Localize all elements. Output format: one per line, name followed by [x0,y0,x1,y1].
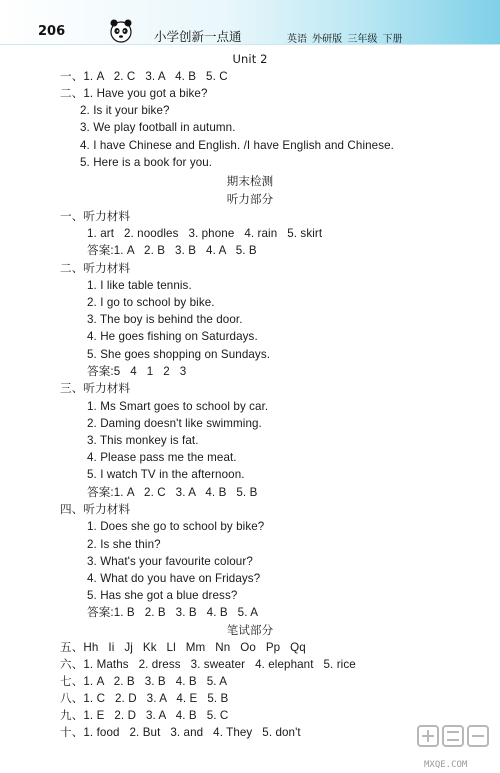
answer-line: 2. Is it your bike? [80,104,170,117]
answer-line: 三、听力材料 [60,382,131,395]
answer-line: 5. Here is a book for you. [80,156,213,169]
answer-line: 3. We play football in autumn. [80,121,236,134]
answer-line: 5. She goes shopping on Sundays. [87,348,271,361]
answer-line: 1. I like table tennis. [87,279,192,292]
answer-line: 九、1. E 2. D 3. A 4. B 5. C [60,709,229,722]
answer-line: 1. art 2. noodles 3. phone 4. rain 5. skirt [87,227,323,240]
book-title: 小学创新一点通 [154,29,242,44]
watermark-text: MXQE.COM [424,760,468,770]
answer-line: 2. Is she thin? [87,538,161,551]
section-heading: 期末检测 [226,174,274,188]
answer-line: 答案:1. A 2. C 3. A 4. B 5. B [87,486,258,499]
panda-mascot-icon [108,18,134,44]
answer-line: 4. What do you have on Fridays? [87,572,261,585]
answer-line: 1. Does she go to school by bike? [87,520,265,533]
answer-line: 2. I go to school by bike. [87,296,215,309]
section-heading: 笔试部分 [226,623,274,637]
answer-line: 4. He goes fishing on Saturdays. [87,330,258,343]
answer-line: 四、听力材料 [60,503,131,516]
answer-line: 2. Daming doesn't like swimming. [87,417,262,430]
answer-line: 答案:5 4 1 2 3 [87,365,187,378]
answer-line: 一、1. A 2. C 3. A 4. B 5. C [60,70,228,83]
answer-line: 3. The boy is behind the door. [87,313,243,326]
answer-line: 五、Hh Ii Jj Kk Ll Mm Nn Oo Pp Qq [60,641,306,654]
page-number: 206 [38,24,66,39]
answer-line: 答案:1. A 2. B 3. B 4. A 5. B [87,244,257,257]
section-heading: 听力部分 [226,192,274,206]
answer-line: 5. I watch TV in the afternoon. [87,468,245,481]
section-heading: Unit 2 [232,52,268,66]
page-header [0,0,500,45]
answer-line: 3. This monkey is fat. [87,434,199,447]
answer-line: 二、1. Have you got a bike? [60,87,208,100]
answer-line: 4. I have Chinese and English. /I have English and Chinese. [80,139,394,152]
answer-line: 二、听力材料 [60,262,131,275]
answer-line: 1. Ms Smart goes to school by car. [87,400,269,413]
answer-line: 3. What's your favourite colour? [87,555,253,568]
answer-line: 六、1. Maths 2. dress 3. sweater 4. elephant 5. rice [60,658,356,671]
answer-line: 4. Please pass me the meat. [87,451,237,464]
book-meta: 英语 外研版 三年级 下册 [287,34,403,45]
answer-line: 一、听力材料 [60,210,131,223]
answer-line: 八、1. C 2. D 3. A 4. E 5. B [60,692,229,705]
answer-line: 十、1. food 2. But 3. and 4. They 5. don't [60,726,301,739]
answer-line: 七、1. A 2. B 3. B 4. B 5. A [60,675,228,688]
answer-line: 答案:1. B 2. B 3. B 4. B 5. A [87,606,259,619]
answer-line: 5. Has she got a blue dress? [87,589,238,602]
